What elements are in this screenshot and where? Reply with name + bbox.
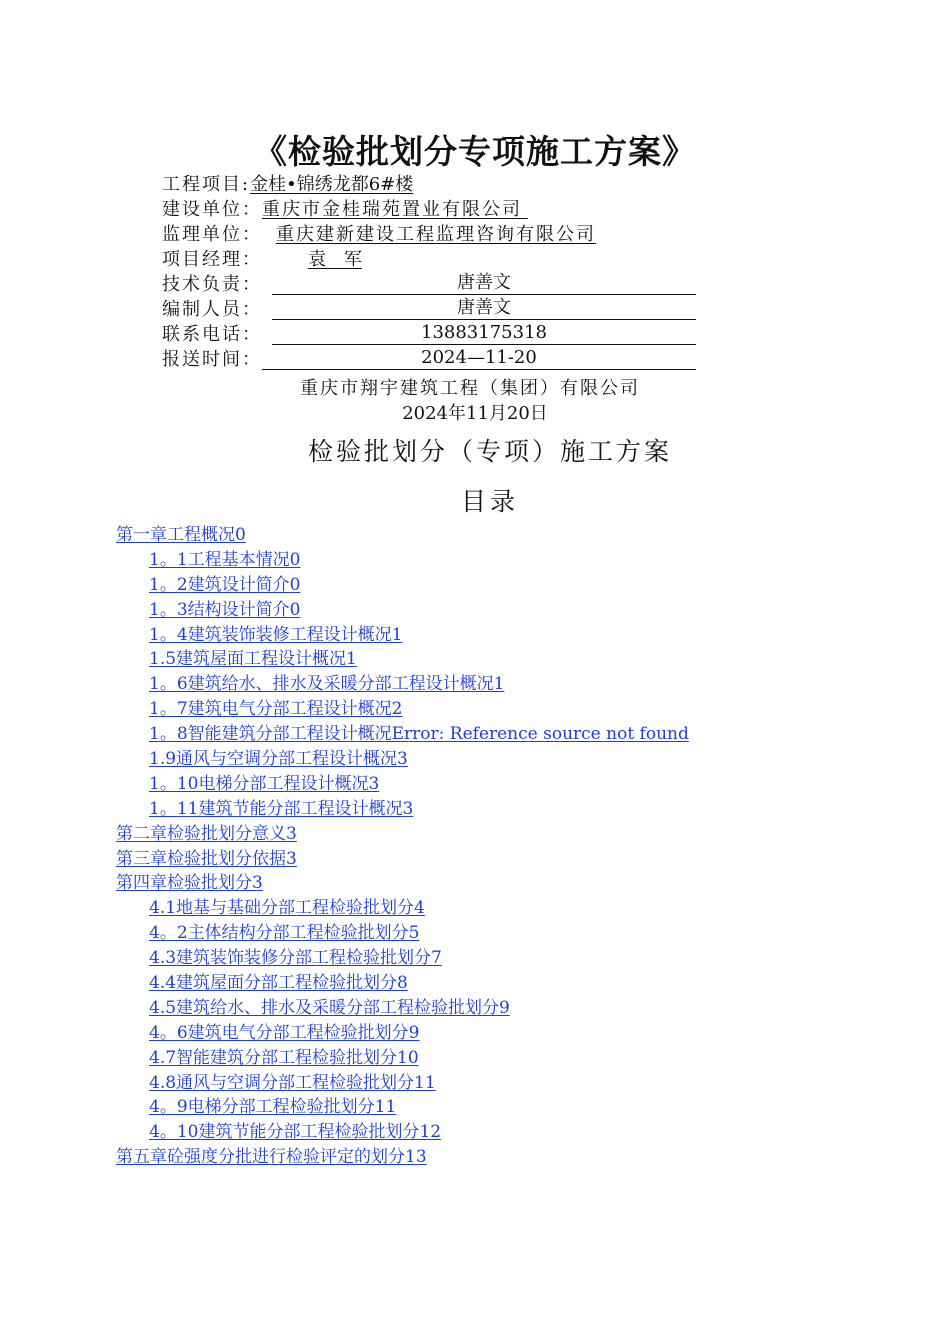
editor-value: 唐善文	[272, 297, 696, 320]
toc-link-ch3[interactable]: 第三章检验批划分依据3	[116, 848, 297, 869]
owner-label: 建设单位：	[162, 199, 262, 220]
toc-link-4-8[interactable]: 4.8通风与空调分部工程检验批划分11	[149, 1072, 436, 1093]
supervisor-label: 监理单位：	[162, 224, 262, 245]
toc-link-1-4[interactable]: 1。4建筑装饰装修工程设计概况1	[149, 624, 403, 645]
toc-link-1-5[interactable]: 1.5建筑屋面工程设计概况1	[149, 649, 357, 670]
submit-value: 2024—11-20	[262, 347, 696, 370]
owner-row	[162, 197, 696, 222]
toc-link-4-10[interactable]: 4。10建筑节能分部工程检验批划分12	[149, 1122, 442, 1143]
document-subtitle: 检验批划分（专项）施工方案	[307, 437, 672, 466]
tech-label: 技术负责：	[162, 274, 262, 295]
phone-row	[162, 322, 696, 347]
toc-link-4-4[interactable]: 4.4建筑屋面分部工程检验批划分8	[149, 973, 408, 994]
toc-link-1-8[interactable]: 1。8智能建筑分部工程设计概况Error: Reference source not found	[149, 724, 689, 745]
toc-link-4-3[interactable]: 4.3建筑装饰装修分部工程检验批划分7	[149, 948, 442, 969]
document-date: 2024年11月20日	[402, 403, 548, 424]
toc-link-ch2[interactable]: 第二章检验批划分意义3	[116, 823, 297, 844]
project-label: 工程项目:	[162, 174, 251, 195]
toc-link-1-1[interactable]: 1。1工程基本情况0	[149, 549, 301, 570]
manager-value: 袁 军	[308, 249, 362, 270]
toc-link-4-2[interactable]: 4。2主体结构分部工程检验批划分5	[149, 923, 420, 944]
project-value: 金桂•锦绣龙都6#楼	[250, 174, 414, 195]
toc-link-4-9[interactable]: 4。9电梯分部工程检验批划分11	[149, 1097, 397, 1118]
owner-value: 重庆市金桂瑞苑置业有限公司	[262, 199, 522, 220]
toc-link-4-5[interactable]: 4.5建筑给水、排水及采暖分部工程检验批划分9	[149, 997, 510, 1018]
tech-row	[162, 272, 696, 297]
table-of-contents	[116, 523, 689, 1170]
manager-row	[162, 247, 696, 272]
phone-value: 13883175318	[272, 322, 696, 345]
supervisor-value: 重庆建新建设工程监理咨询有限公司	[276, 224, 596, 245]
supervisor-row	[162, 222, 696, 247]
toc-link-ch4[interactable]: 第四章检验批划分3	[116, 873, 263, 894]
submit-label: 报送时间：	[162, 349, 262, 370]
toc-heading: 目录	[460, 487, 519, 516]
toc-link-1-2[interactable]: 1。2建筑设计简介0	[149, 574, 301, 595]
project-row	[162, 172, 696, 197]
tech-value: 唐善文	[272, 272, 696, 295]
toc-link-1-11[interactable]: 1。11建筑节能分部工程设计概况3	[149, 798, 414, 819]
manager-label: 项目经理：	[162, 249, 262, 270]
toc-link-1-7[interactable]: 1。7建筑电气分部工程设计概况2	[149, 699, 403, 720]
company-name: 重庆市翔宇建筑工程（集团）有限公司	[300, 378, 640, 399]
toc-link-1-3[interactable]: 1。3结构设计简介0	[149, 599, 301, 620]
submit-row	[162, 347, 696, 372]
phone-label: 联系电话：	[162, 324, 262, 345]
toc-link-1-9[interactable]: 1.9通风与空调分部工程设计概况3	[149, 749, 408, 770]
toc-link-ch5[interactable]: 第五章砼强度分批进行检验评定的划分13	[116, 1147, 427, 1168]
toc-link-4-7[interactable]: 4.7智能建筑分部工程检验批划分10	[149, 1047, 419, 1068]
toc-link-1-10[interactable]: 1。10电梯分部工程设计概况3	[149, 773, 380, 794]
editor-label: 编制人员：	[162, 299, 262, 320]
toc-link-ch1[interactable]: 第一章工程概况0	[116, 525, 246, 545]
toc-link-1-6[interactable]: 1。6建筑给水、排水及采暖分部工程设计概况1	[149, 674, 505, 695]
toc-link-4-6[interactable]: 4。6建筑电气分部工程检验批划分9	[149, 1022, 420, 1043]
document-title: 《检验批划分专项施工方案》	[254, 132, 696, 171]
project-info	[162, 172, 696, 372]
toc-link-4-1[interactable]: 4.1地基与基础分部工程检验批划分4	[149, 898, 425, 919]
editor-row	[162, 297, 696, 322]
